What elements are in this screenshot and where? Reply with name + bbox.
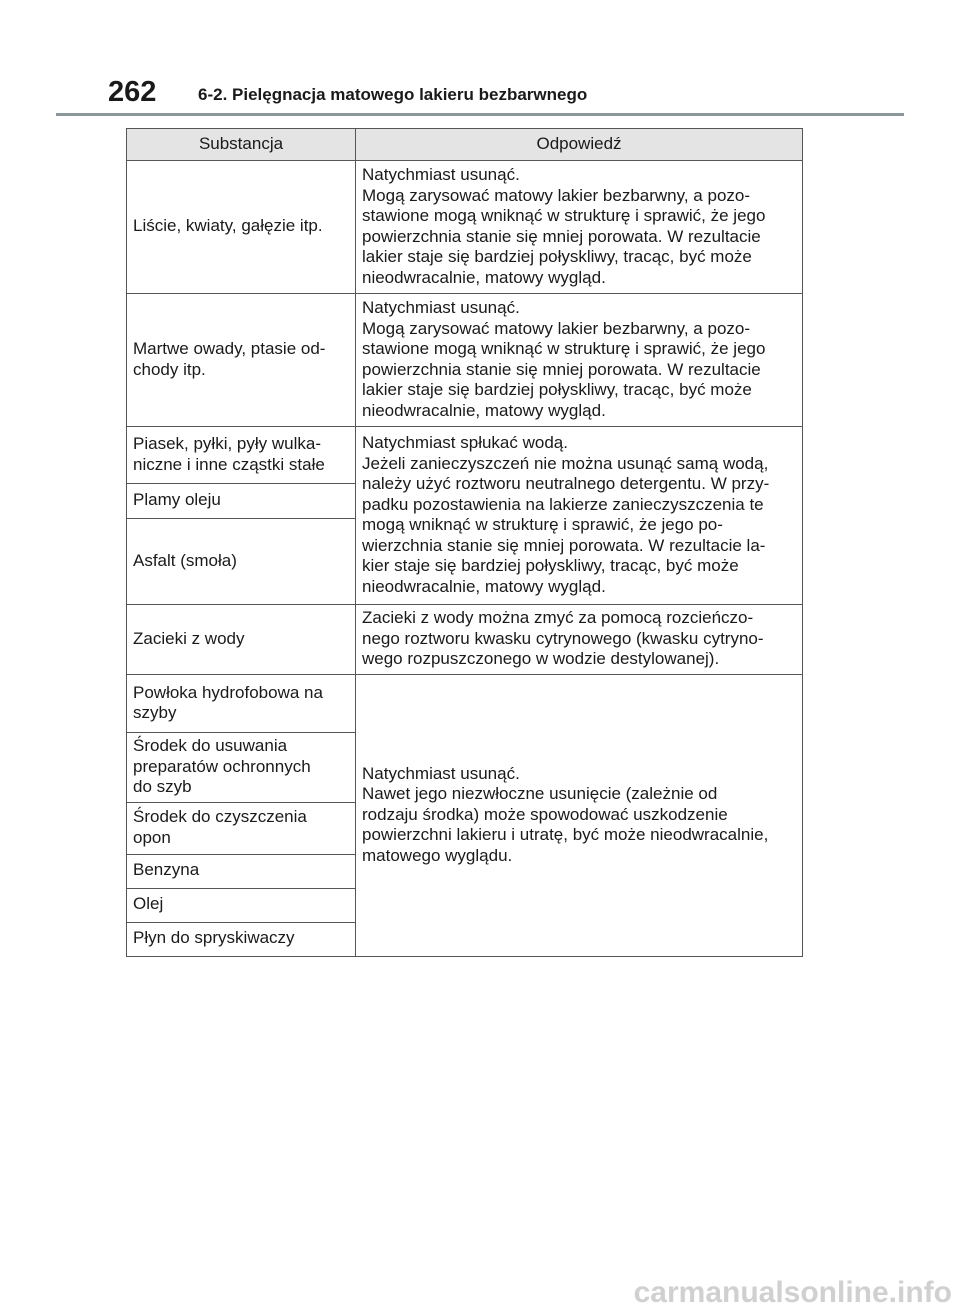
watermark-logo: carmanualsonline.info — [633, 1276, 952, 1309]
page-number: 262 — [108, 76, 157, 108]
response-cell: Zacieki z wody można zmyć za pomocą rozcieńczo- nego roztworu kwasku cytrynowego (kwasku cytryno- wego rozpuszczonego w wodzie destylowanej). — [356, 605, 803, 675]
substance-cell: Powłoka hydrofobowa na szyby — [127, 675, 356, 733]
substance-cell: Środek do usuwania preparatów ochronnych do szyb — [127, 733, 356, 803]
substance-cell: Plamy oleju — [127, 484, 356, 519]
substance-cell: Liście, kwiaty, gałęzie itp. — [127, 161, 356, 294]
substance-cell: Środek do czyszczenia opon — [127, 802, 356, 854]
response-cell: Natychmiast spłukać wodą. Jeżeli zanieczyszczeń nie można usunąć samą wodą, należy użyć roztworu neutralnego detergentu. W przy- padku pozostawienia na lakierze zanieczyszczenia te mogą wniknąć w strukturę i sprawić, że jego po- wierzchnia stanie się mniej porowata. W rezultacie la- kier staje się bardziej połyskliwy, tracąc, być może nieodwracalnie, matowy wygląd. — [356, 427, 803, 605]
table-row — [127, 294, 803, 427]
table-header-row — [127, 129, 803, 161]
table-row — [127, 605, 803, 675]
substance-cell: Martwe owady, ptasie od- chody itp. — [127, 294, 356, 427]
response-cell: Natychmiast usunąć. Mogą zarysować matowy lakier bezbarwny, a pozo- stawione mogą wniknąć w strukturę i sprawić, że jego powierzchnia stanie się mniej porowata. W rezultacie lakier staje się bardziej połyskliwy, tracąc, być może nieodwracalnie, matowy wygląd. — [356, 161, 803, 294]
substance-cell: Zacieki z wody — [127, 605, 356, 675]
column-header-substance: Substancja — [127, 129, 356, 161]
table-row — [127, 161, 803, 294]
substance-cell: Asfalt (smoła) — [127, 519, 356, 605]
header-divider — [56, 113, 904, 116]
response-cell: Natychmiast usunąć. Mogą zarysować matowy lakier bezbarwny, a pozo- stawione mogą wniknąć w strukturę i sprawić, że jego powierzchnia stanie się mniej porowata. W rezultacie lakier staje się bardziej połyskliwy, tracąc, być może nieodwracalnie, matowy wygląd. — [356, 294, 803, 427]
response-cell: Natychmiast usunąć. Nawet jego niezwłoczne usunięcie (zależnie od rodzaju środka) może spowodować uszkodzenie powierzchni lakieru i utratę, być może nieodwracalnie, matowego wyglądu. — [356, 675, 803, 957]
substance-cell: Piasek, pyłki, pyły wulka- niczne i inne cząstki stałe — [127, 427, 356, 484]
substance-table — [126, 128, 803, 957]
substance-cell: Płyn do spryskiwaczy — [127, 922, 356, 956]
table-row — [127, 427, 803, 484]
column-header-response: Odpowiedź — [356, 129, 803, 161]
section-title: 6-2. Pielęgnacja matowego lakieru bezbarwnego — [198, 85, 588, 104]
substance-cell: Benzyna — [127, 854, 356, 888]
table-row — [127, 675, 803, 733]
substance-cell: Olej — [127, 888, 356, 922]
